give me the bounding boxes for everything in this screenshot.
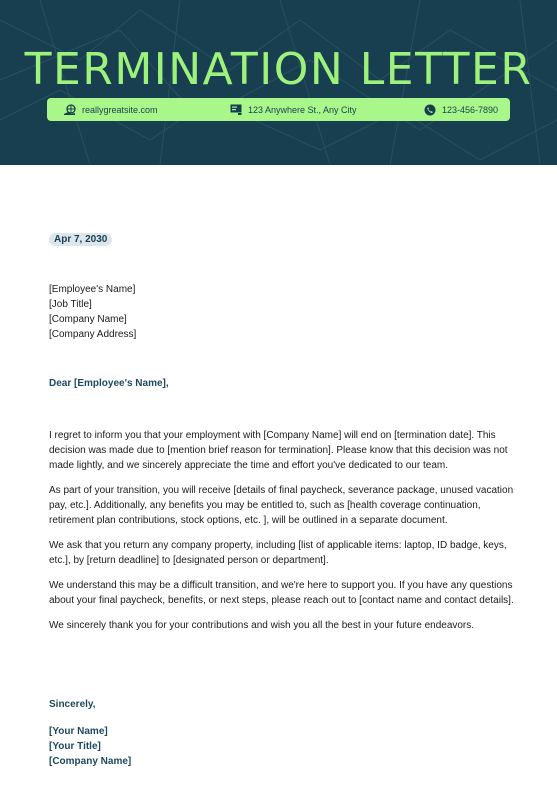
letter-body xyxy=(49,428,519,643)
signature-title: [Your Title] xyxy=(49,741,101,752)
phone-text: 123-456-7890 xyxy=(442,104,499,115)
recipient-block xyxy=(49,282,136,342)
address-text: 123 Anywhere St., Any City xyxy=(248,104,357,115)
letter-header xyxy=(0,0,557,165)
body-paragraph: We understand this may be a difficult transition, and we're here to support you. If you have any questions about your final paycheck, benefits, or next steps, please reach out to [contact name and contact details]. xyxy=(49,580,514,606)
recipient-company: [Company Name] xyxy=(49,314,127,325)
body-paragraph: We ask that you return any company property, including [list of applicable items: laptop, ID badge, keys, etc.], by [return deadline] to [designated person or department]. xyxy=(49,540,507,566)
globe-hand-icon xyxy=(64,104,76,116)
contact-address[interactable] xyxy=(230,98,357,121)
letter-title: TERMINATION LETTER xyxy=(24,44,533,95)
signature-name: [Your Name] xyxy=(49,726,108,737)
contact-phone[interactable] xyxy=(424,98,498,121)
website-text: reallygreatsite.com xyxy=(82,104,158,115)
letter-date: Apr 7, 2030 xyxy=(49,233,112,246)
recipient-address: [Company Address] xyxy=(49,329,137,340)
body-paragraph: I regret to inform you that your employment with [Company Name] will end on [termination date]. This decision was made due to [mention brief reason for termination]. Please know that this decision was not made lightly, and we sincerely appreciate the time and effort you've dedicated to our team. xyxy=(49,430,508,471)
body-paragraph: We sincerely thank you for your contributions and wish you all the best in your future endeavors. xyxy=(49,620,475,631)
recipient-name: [Employee's Name] xyxy=(49,284,136,295)
contact-website[interactable] xyxy=(64,98,158,121)
body-paragraph: As part of your transition, you will receive [details of final paycheck, severance package, unused vacation pay, etc.]. Additionally, any benefits you may be entitled to, such as [health coverage continuation, retirement plan contributions, stock options, etc. ], will be outlined in a separate document. xyxy=(49,485,514,526)
phone-icon xyxy=(424,104,436,116)
signature-block xyxy=(49,724,131,769)
recipient-job-title: [Job Title] xyxy=(49,299,92,310)
contact-bar xyxy=(47,98,510,121)
signature-company: [Company Name] xyxy=(49,756,132,767)
closing: Sincerely, xyxy=(49,699,96,710)
salutation: Dear [Employee's Name], xyxy=(49,378,169,389)
address-card-icon xyxy=(230,104,242,115)
